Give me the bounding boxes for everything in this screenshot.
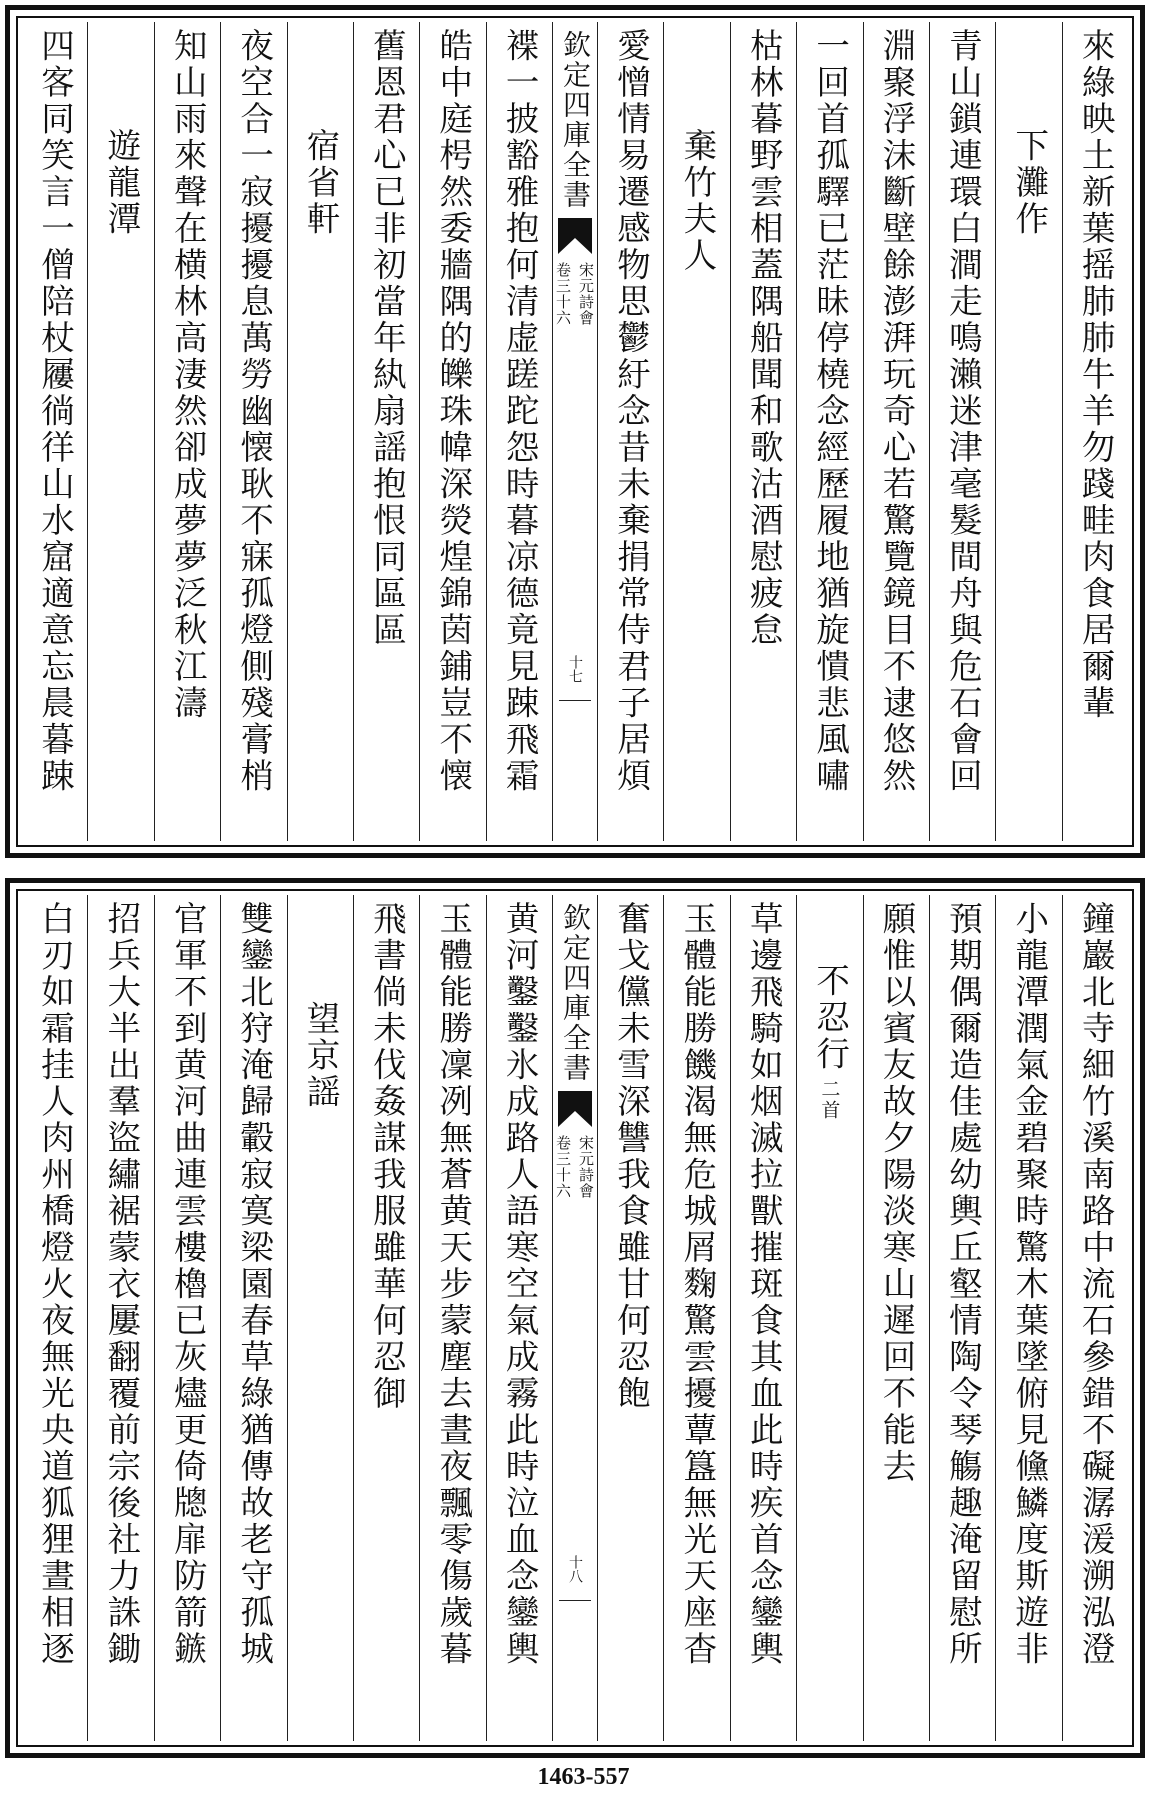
poem-title: 望京謡 xyxy=(300,1001,340,1111)
poem-line: 皓中庭枵然委牆隅的皪珠幃深熒煌錦茵鋪豈不懐 xyxy=(433,28,473,795)
poem-line: 願惟以賓友故夕陽淡寒山遲回不能去 xyxy=(876,901,916,1485)
poem-line: 青山鎖連環白澗走鳴瀨迷津毫髮間舟與危石會回 xyxy=(943,28,983,795)
poem-line: 雙鑾北狩淹歸轂寂寞梁園春草綠猶傳故老守孤城 xyxy=(234,901,274,1668)
poem-line: 四客同笑言一僧陪杖屨徜徉山水窟適意忘晨暮踈 xyxy=(35,28,75,795)
top-columns xyxy=(22,22,1128,841)
page-footer-number: 1463-557 xyxy=(537,1764,630,1790)
divider xyxy=(559,700,591,701)
column xyxy=(486,895,552,1741)
column xyxy=(995,22,1061,841)
top-page xyxy=(5,5,1145,858)
column xyxy=(419,895,485,1741)
column xyxy=(353,895,419,1741)
poem-line: 草邊飛騎如烟滅拉獸摧斑食其血此時疾首念鑾輿 xyxy=(744,901,784,1668)
center-fold xyxy=(552,22,597,841)
center-fold xyxy=(552,895,597,1741)
poem-title: 遊龍潭 xyxy=(101,128,141,238)
poem-title: 下灘作 xyxy=(1009,128,1049,238)
fishtail-mark-icon xyxy=(558,1091,592,1127)
column xyxy=(796,22,862,841)
volume-number: 卷三十六 xyxy=(554,1135,572,1199)
column xyxy=(220,22,286,841)
poem-line: 淵聚浮沫斷壁餘澎湃玩奇心若驚覽鏡目不逮悠然 xyxy=(876,28,916,795)
column xyxy=(287,895,353,1741)
column xyxy=(87,895,153,1741)
poem-line: 夜空合一寂擾擾息萬勞幽懐耿不寐孤燈側殘膏梢 xyxy=(234,28,274,795)
poem-line: 鐘巖北寺細竹溪南路中流石參錯不礙潺湲溯泓澄 xyxy=(1076,901,1116,1668)
poem-line: 玉體能勝凜冽無蒼黄天步蒙塵去晝夜飄零傷歲暮 xyxy=(433,901,473,1668)
column xyxy=(353,22,419,841)
column xyxy=(796,895,862,1741)
column xyxy=(663,22,729,841)
poem-line: 奮戈儻未雪深讐我食雖甘何忍飽 xyxy=(611,901,651,1412)
poem-title: 棄竹夫人 xyxy=(677,128,717,274)
bottom-columns xyxy=(22,895,1128,1741)
column xyxy=(419,22,485,841)
poem-line: 白刃如霜挂人肉州橋燈火夜無光央道狐狸晝相逐 xyxy=(35,901,75,1668)
column xyxy=(486,22,552,841)
page-number: 十七 xyxy=(567,655,583,683)
page-number: 十八 xyxy=(567,1555,583,1583)
poem-title: 不忍行 xyxy=(810,963,850,1073)
poem-line: 愛憎情易遷感物思鬱紆念昔未棄捐常侍君子居煩 xyxy=(611,28,651,795)
column xyxy=(995,895,1061,1741)
column xyxy=(863,22,929,841)
column xyxy=(220,895,286,1741)
poem-line: 飛書倘未伐姦謀我服雖華何忍御 xyxy=(367,901,407,1412)
column xyxy=(597,895,663,1741)
column xyxy=(1062,22,1128,841)
volume-number: 卷三十六 xyxy=(554,262,572,326)
book-title: 欽定四庫全書 xyxy=(559,903,592,1083)
column xyxy=(730,895,796,1741)
column xyxy=(1062,895,1128,1741)
divider xyxy=(559,1600,591,1601)
column xyxy=(154,22,220,841)
poem-title: 宿省軒 xyxy=(300,128,340,238)
fishtail-mark-icon xyxy=(558,218,592,254)
column xyxy=(929,895,995,1741)
poem-note: 二首 xyxy=(818,1078,841,1121)
poem-line: 玉體能勝饑渴無危城屑麴驚雲擾蕈簋無光天座杳 xyxy=(677,901,717,1668)
poem-line: 一回首孤驛已茫昧停橈念經歷履地猶旋憒悲風嘯 xyxy=(810,28,850,795)
column xyxy=(730,22,796,841)
column xyxy=(597,22,663,841)
poem-line: 官軍不到黄河曲連雲樓櫓已灰燼更倚牕扉防箭鏃 xyxy=(168,901,208,1668)
collection-name: 宋元詩會 xyxy=(577,1135,595,1199)
volume-info xyxy=(553,1135,597,1199)
poem-line: 褋一披豁雅抱何清虚蹉跎怨時暮凉德竟見踈飛霜 xyxy=(500,28,540,795)
poem-line: 招兵大半出羣盜繡裾蒙衣屢翻覆前宗後社力誅鋤 xyxy=(101,901,141,1668)
column xyxy=(154,895,220,1741)
column xyxy=(663,895,729,1741)
column xyxy=(87,22,153,841)
column xyxy=(929,22,995,841)
poem-line: 舊恩君心已非初當年紈扇謡抱恨同區區 xyxy=(367,28,407,649)
book-title: 欽定四庫全書 xyxy=(559,30,592,210)
poem-line: 黄河鑿鑿氷成路人語寒空氣成霧此時泣血念鑾輿 xyxy=(500,901,540,1668)
poem-line: 知山雨來聲在横林高淒然卻成夢夢泛秋江濤 xyxy=(168,28,208,722)
poem-line: 預期偶爾造佳處幼輿丘壑情陶令琴觴趣淹留慰所 xyxy=(943,901,983,1668)
column xyxy=(22,22,87,841)
column xyxy=(22,895,87,1741)
volume-info xyxy=(553,262,597,326)
collection-name: 宋元詩會 xyxy=(577,262,595,326)
poem-line: 來綠映土新葉摇肺肺牛羊勿踐畦肉食居爾輩 xyxy=(1076,28,1116,722)
poem-line: 小龍潭潤氣金碧聚時驚木葉墜俯見儵鱗度斯遊非 xyxy=(1009,901,1049,1668)
bottom-page xyxy=(5,878,1145,1758)
poem-line: 枯林暮野雲相蓋隅船聞和歌沽酒慰疲怠 xyxy=(744,28,784,649)
column xyxy=(863,895,929,1741)
column xyxy=(287,22,353,841)
